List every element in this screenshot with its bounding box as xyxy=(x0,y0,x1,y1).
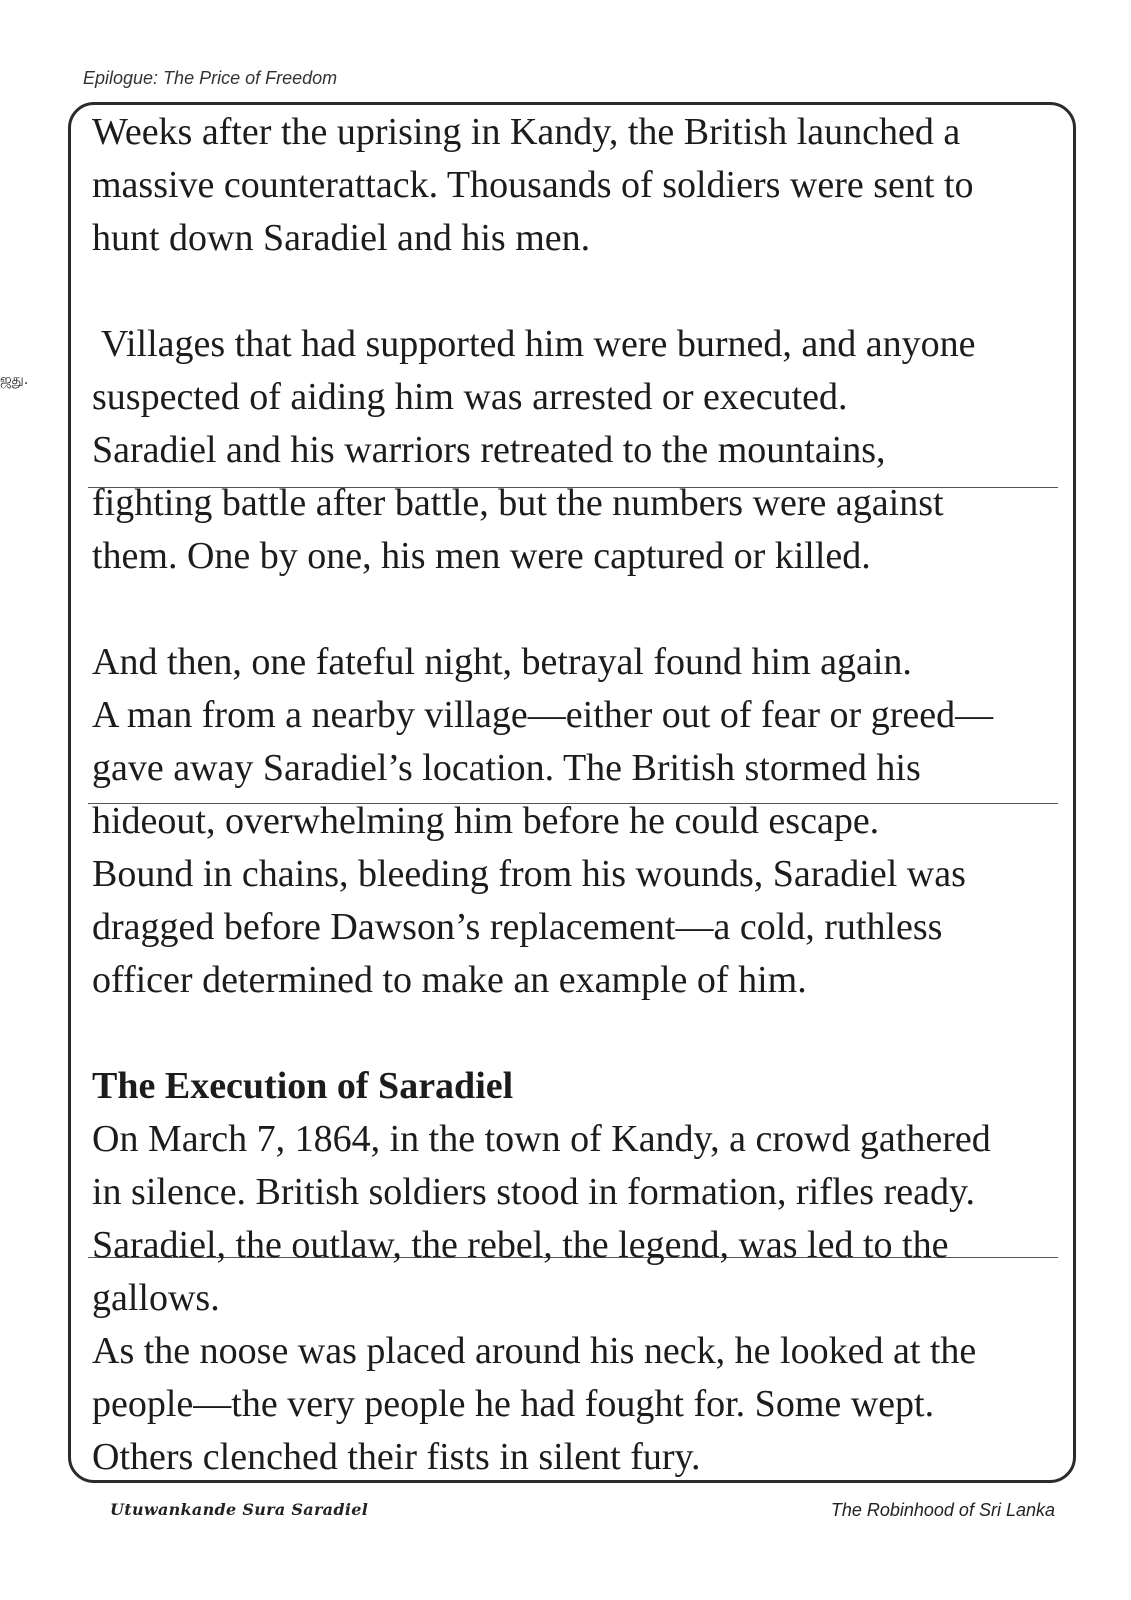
running-header: Epilogue: The Price of Freedom xyxy=(83,68,338,88)
paragraph-line: suspected of aiding him was arrested or executed. xyxy=(92,376,848,418)
paragraph-line: dragged before Dawson’s replacement—a cold, ruthless xyxy=(92,906,943,948)
paragraph-line: gave away Saradiel’s location. The British stormed his xyxy=(92,747,921,789)
paragraph-line: As the noose was placed around his neck, he looked at the xyxy=(92,1330,977,1372)
paragraph-line: officer determined to make an example of him. xyxy=(92,959,807,1001)
paragraph-line: On March 7, 1864, in the town of Kandy, a crowd gathered xyxy=(92,1118,991,1160)
paragraph-line: in silence. British soldiers stood in formation, rifles ready. xyxy=(92,1171,975,1213)
paragraph-line: gallows. xyxy=(92,1277,220,1319)
footer-book-title: Utuwankande Sura Saradiel xyxy=(110,1500,369,1519)
section-heading: The Execution of Saradiel xyxy=(92,1065,514,1107)
paragraph-line: A man from a nearby village—either out of fear or greed— xyxy=(92,694,994,736)
margin-text-fragment: ஜது. xyxy=(0,372,29,388)
paragraph-line: Weeks after the uprising in Kandy, the British launched a xyxy=(92,111,961,153)
paragraph-line: them. One by one, his men were captured or killed. xyxy=(92,535,871,577)
paragraph-line: people—the very people he had fought for. Some wept. xyxy=(92,1383,935,1425)
paragraph-line: hunt down Saradiel and his men. xyxy=(92,217,591,259)
paragraph-line: And then, one fateful night, betrayal found him again. xyxy=(92,641,912,683)
footer-subtitle: The Robinhood of Sri Lanka xyxy=(830,1500,1055,1520)
paragraph-line: fighting battle after battle, but the numbers were against xyxy=(92,482,944,524)
paragraph-line: Saradiel, the outlaw, the rebel, the legend, was led to the xyxy=(92,1224,949,1266)
paragraph-line: hideout, overwhelming him before he could escape. xyxy=(92,800,880,842)
paragraph-line: Villages that had supported him were burned, and anyone xyxy=(92,323,976,365)
paragraph-line: Saradiel and his warriors retreated to the mountains, xyxy=(92,429,886,471)
paragraph-line: Bound in chains, bleeding from his wounds, Saradiel was xyxy=(92,853,966,895)
paragraph-line: Others clenched their fists in silent fury. xyxy=(92,1436,701,1478)
paragraph-line: massive counterattack. Thousands of soldiers were sent to xyxy=(92,164,974,206)
